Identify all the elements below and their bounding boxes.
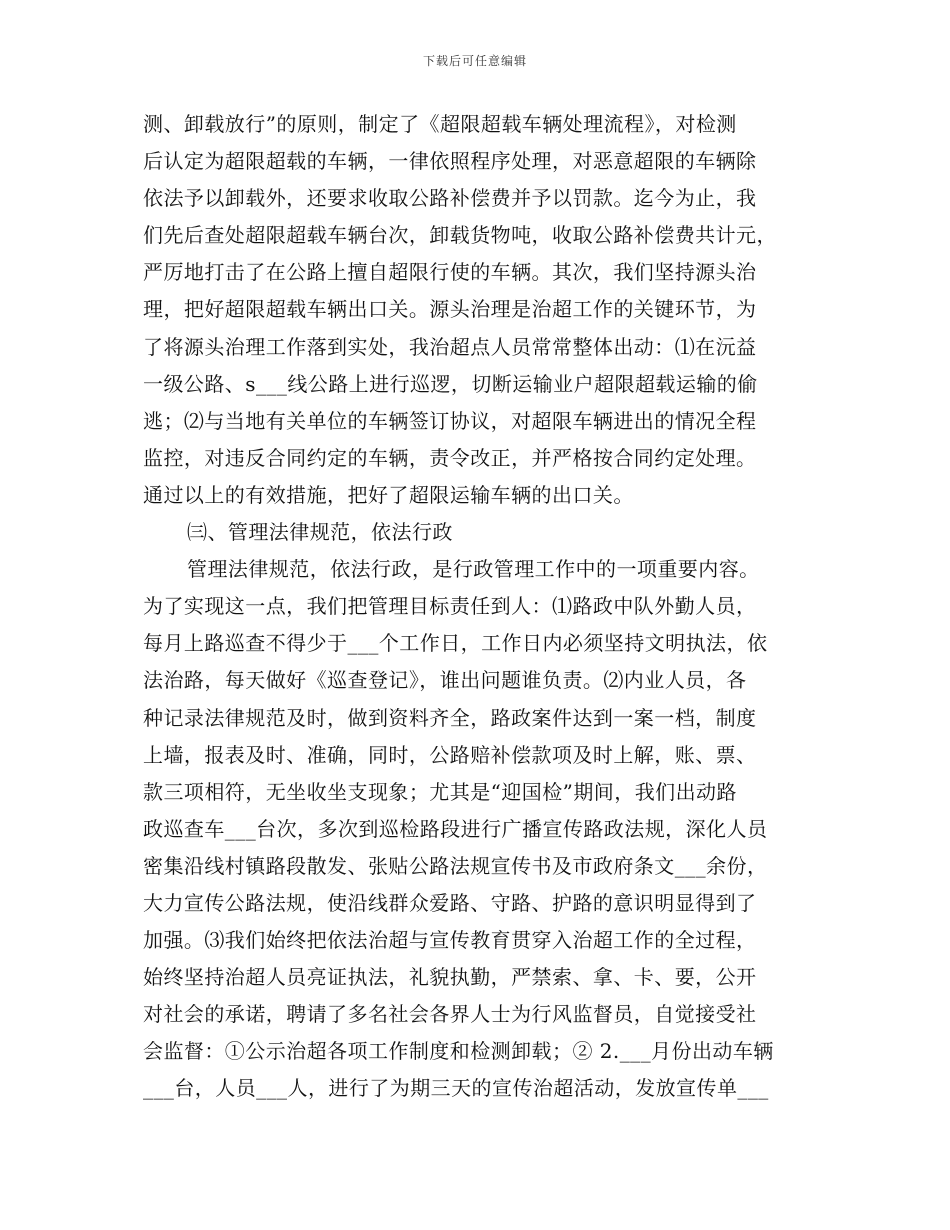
text-line: 监控，对违反合同约定的车辆，责令改正，并严格按合同约定处理。 [143,445,757,470]
text-line: 对社会的承诺，聘请了多名社会各界人士为行风监督员，自觉接受社 [143,1002,757,1027]
text-line: 一级公路、s___线公路上进行巡逻，切断运输业户超限超载运输的偷 [143,371,758,396]
text-line: 大力宣传公路法规，使沿线群众爱路、守路、护路的意识明显得到了 [143,890,757,915]
text-line: 款三项相符，无坐收坐支现象；尤其是“迎国检”期间，我们出动路 [143,779,737,804]
text-line: 后认定为超限超载的车辆，一律依照程序处理，对恶意超限的车辆除 [143,149,757,174]
text-line: 为了实现这一点，我们把管理目标责任到人：⑴路政中队外勤人员， [143,594,757,619]
text-line: ㈢、管理法律规范，依法行政 [187,520,453,545]
text-line: 每月上路巡查不得少于___个工作日，工作日内必须坚持文明执法，依 [143,631,768,656]
text-line: 理，把好超限超载车辆出口关。源头治理是治超工作的关键环节，为 [143,297,757,322]
text-line: 们先后查处超限超载车辆台次，卸载货物吨，收取公路补偿费共计元， [143,223,777,248]
text-line: 管理法律规范，依法行政，是行政管理工作中的一项重要内容。 [187,557,760,582]
text-line: 会监督：①公示治超各项工作制度和检测卸载；② 2.___月份出动车辆 [143,1039,774,1064]
text-line: 测、卸载放行”的原则，制定了《超限超载车辆处理流程》，对检测 [143,112,737,136]
text-line: 法治路，每天做好《巡查登记》，谁出问题谁负责。⑵内业人员，各 [143,668,747,693]
text-line: 始终坚持治超人员亮证执法，礼貌执勤，严禁索、拿、卡、要，公开 [143,965,757,990]
text-line: 严厉地打击了在公路上擅自超限行使的车辆。其次，我们坚持源头治 [143,260,757,285]
document-body [143,106,815,1108]
text-line: 加强。⑶我们始终把依法治超与宣传教育贯穿入治超工作的全过程， [143,928,757,953]
text-line: 依法予以卸载外，还要求收取公路补偿费并予以罚款。迄今为止，我 [143,186,757,211]
page-header: 下载后可任意编辑 [422,54,527,68]
text-line: ___台，人员___人，进行了为期三天的宣传治超活动，发放宣传单___ [143,1076,769,1101]
text-line: 上墙，报表及时、准确，同时，公路赔补偿款项及时上解，账、票、 [143,742,757,767]
text-line: 通过以上的有效措施，把好了超限运输车辆的出口关。 [143,482,634,507]
text-line: 了将源头治理工作落到实处，我治超点人员常常整体出动：⑴在沅益 [143,334,757,359]
text-line: 逃；⑵与当地有关单位的车辆签订协议，对超限车辆进出的情况全程 [143,408,757,433]
text-line: 种记录法律规范及时，做到资料齐全，路政案件达到一案一档，制度 [143,705,757,730]
text-line: 密集沿线村镇路段散发、张贴公路法规宣传书及市政府条文___余份， [143,853,768,878]
text-line: 政巡查车___台次，多次到巡检路段进行广播宣传路政法规，深化人员 [143,816,768,841]
